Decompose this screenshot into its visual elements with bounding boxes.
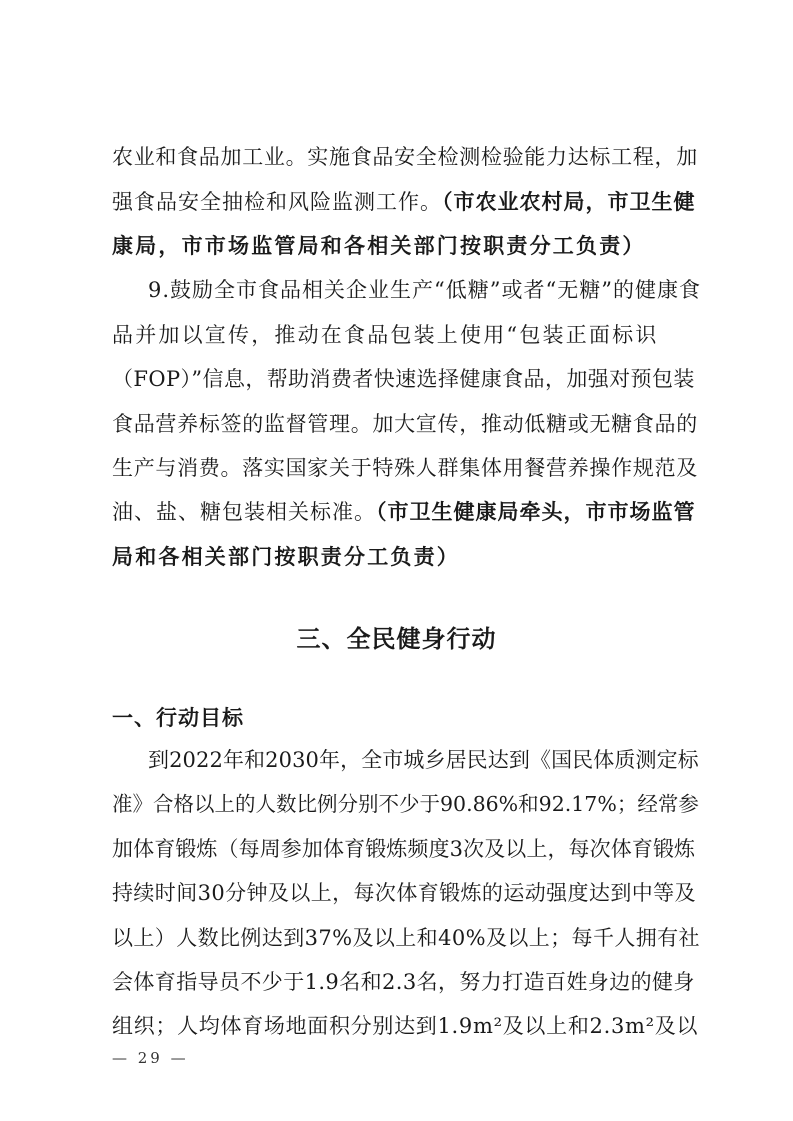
text-line	[112, 790, 702, 818]
text-line	[112, 924, 702, 952]
text-span: 农业和食品加工业。实施食品安全检测检验能力达标工程，加	[112, 145, 698, 169]
text-span: 组织；人均体育场地面积分别达到1.9m²及以上和2.3m²及以	[112, 1014, 699, 1038]
responsibility-note: 康局，市市场监管局和各相关部门按职责分工负责）	[112, 233, 646, 258]
text-line	[112, 835, 702, 863]
text-span: 生产与消费。落实国家关于特殊人群集体用餐营养操作规范及	[112, 456, 698, 480]
text-line	[112, 321, 702, 349]
text-span: 准》合格以上的人数比例分别不少于90.86%和92.17%；经常参	[112, 792, 699, 816]
text-line	[112, 1012, 702, 1040]
text-line	[148, 746, 702, 774]
text-line	[112, 143, 702, 171]
text-line	[112, 188, 702, 216]
text-span: 食品营养标签的监督管理。加大宣传，推动低糖或无糖食品的	[112, 412, 698, 436]
subsection-title: 一、行动目标	[112, 705, 244, 730]
text-span: 以上）人数比例达到37%及以上和40%及以上；每千人拥有社	[112, 926, 700, 950]
text-span: 到2022年和2030年，全市城乡居民达到《国民体质测定标	[148, 748, 699, 772]
page-number: — 29 —	[112, 1049, 189, 1067]
responsibility-note: （市农业农村局，市卫生健	[442, 189, 696, 214]
text-span: 9.鼓励全市食品相关企业生产“低糖”或者“无糖”的健康食	[148, 278, 701, 302]
text-line	[112, 454, 702, 482]
text-line	[112, 498, 702, 526]
text-span: 持续时间30分钟及以上，每次体育锻炼的运动强度达到中等及	[112, 881, 696, 905]
text-line	[148, 276, 702, 304]
text-line	[112, 879, 702, 907]
responsibility-note: 局和各相关部门按职责分工负责）	[112, 544, 460, 569]
text-line	[112, 968, 702, 996]
text-line	[112, 410, 702, 438]
text-line	[112, 232, 702, 260]
section-title: 三、全民健身行动	[296, 624, 497, 653]
text-span: 油、盐、糖包装相关标准。	[112, 500, 376, 524]
text-line	[112, 543, 702, 571]
text-line	[112, 365, 702, 393]
text-span: 品并加以宣传，推动在食品包装上使用“包装正面标识	[112, 323, 659, 347]
text-span: 会体育指导员不少于1.9名和2.3名，努力打造百姓身边的健身	[112, 970, 695, 994]
text-span: 强食品安全抽检和风险监测工作。	[112, 190, 442, 214]
text-span: 加体育锻炼（每周参加体育锻炼频度3次及以上，每次体育锻炼	[112, 837, 696, 861]
text-span: （FOP）”信息，帮助消费者快速选择健康食品，加强对预包装	[112, 367, 695, 391]
responsibility-note: （市卫生健康局牵头，市市场监管	[376, 499, 696, 524]
